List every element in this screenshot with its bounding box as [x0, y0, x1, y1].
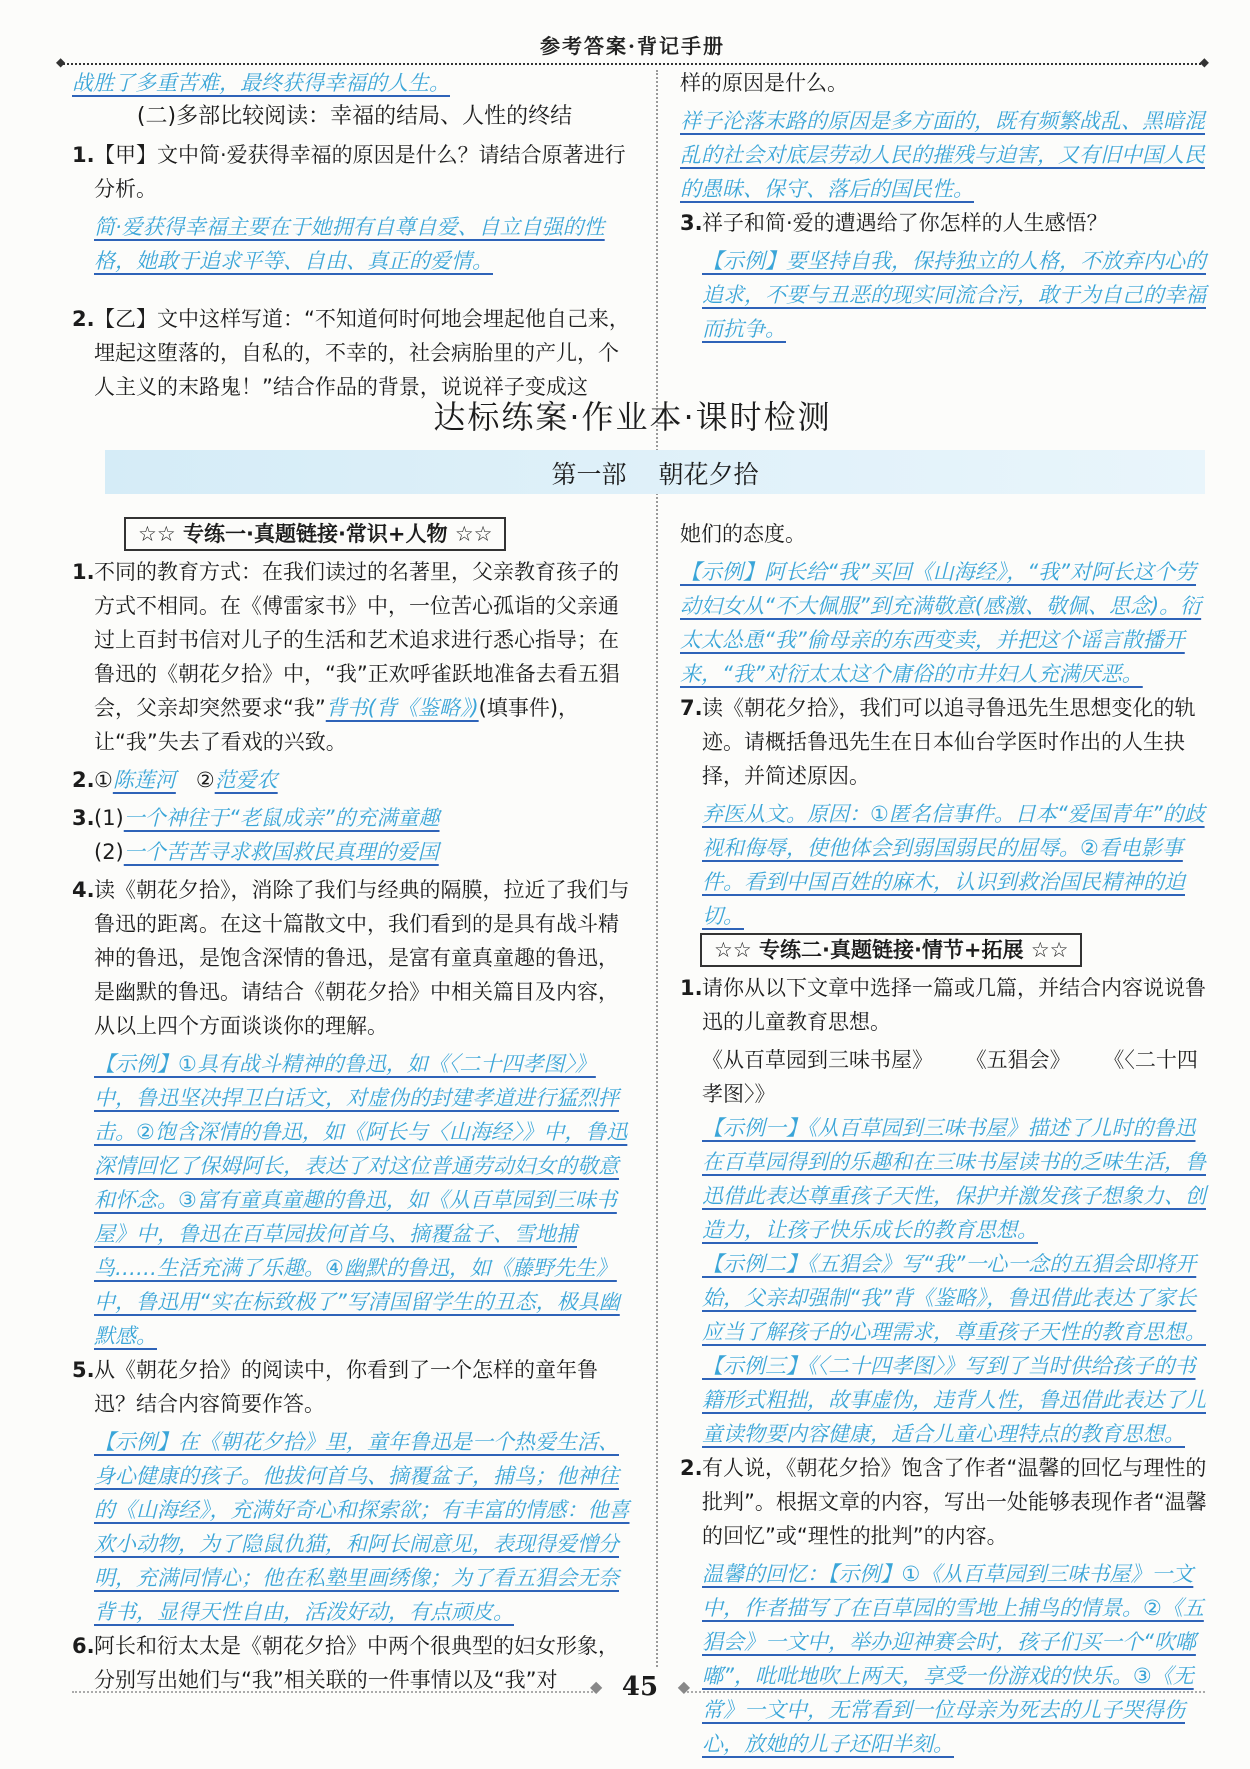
question-number: 3. — [680, 211, 703, 235]
question-text: 从《朝花夕拾》的阅读中，你看到了一个怎样的童年鲁迅？结合内容简要作答。 — [94, 1358, 598, 1416]
question-number: 1. — [72, 143, 95, 167]
section-title: (二)多部比较阅读：幸福的结局、人性的终结 — [136, 104, 573, 129]
blank-b-marker: (2) — [94, 840, 124, 864]
blank-b-answer: 范爱农 — [214, 768, 278, 792]
blank-a-answer: 陈莲河 — [112, 768, 176, 792]
question-text: 祥子和简·爱的遭遇给了你怎样的人生感悟？ — [702, 211, 1108, 235]
body-left-column — [72, 517, 637, 1701]
book-title: 《五猖会》 — [965, 1048, 1071, 1072]
question-6-continued: 她们的态度。 — [680, 522, 806, 546]
question-text-2: (填事件)，让“我”失去了看戏的兴致。 — [94, 696, 580, 754]
answer-2: 祥子沦落末路的原因是多方面的，既有频繁战乱、黑暗混乱的社会对底层劳动人民的摧残与迫害，又有旧中国人民的愚昧、保守、落后的国民性。 — [680, 109, 1205, 201]
book-label: 朝花夕拾 — [658, 460, 759, 489]
blank-b-answer: 一个苦苦寻求救国救民真理的爱国 — [123, 840, 439, 864]
body-right-column — [680, 517, 1208, 1761]
question-3 — [680, 206, 1208, 240]
question-number: 2. — [680, 1456, 703, 1480]
question-text: 请你从以下文章中选择一篇或几篇，并结合内容说说鲁迅的儿童教育思想。 — [702, 976, 1206, 1034]
question-2 — [72, 302, 637, 404]
header-rule — [60, 63, 1205, 65]
answer-1: 简·爱获得幸福主要在于她拥有自尊自爱、自立自强的性格，她敢于追求平等、自由、真正的爱情。 — [94, 215, 605, 273]
question-2-continued: 样的原因是什么。 — [680, 71, 848, 95]
answer-3: 【示例】要坚持自我，保持独立的人格，不放弃内心的追求，不要与丑恶的现实同流合污，敢于为自己的幸福而抗争。 — [702, 249, 1206, 341]
question-number: 1. — [680, 976, 703, 1000]
blank-a-answer: 一个神往于“老鼠成亲”的充满童趣 — [123, 806, 440, 830]
question-number: 1. — [72, 560, 95, 584]
question-5 — [72, 1353, 637, 1421]
page-header — [60, 18, 1205, 66]
question-number: 3. — [72, 806, 95, 830]
question-number: 5. — [72, 1358, 95, 1382]
blank-a-marker: ① — [94, 768, 113, 792]
answer-7: 弃医从文。原因：①匿名信事件。日本“爱国青年”的歧视和侮辱，使他体会到弱国弱民的屈辱。②看电影事件。看到中国百姓的麻木，认识到救治国民精神的迫切。 — [702, 802, 1205, 928]
answer-1-example-3: 【示例三】《〈二十四孝图〉》写到了当时供给孩子的书籍形式粗拙，故事虚伪，违背人性，鲁迅借此表达了儿童读物要内容健康，适合儿童心理特点的教育思想。 — [702, 1354, 1206, 1446]
question-1 — [680, 971, 1208, 1039]
question-number: 2. — [72, 768, 95, 792]
question-1 — [72, 138, 637, 206]
page-number: ◆ 45 ◆ — [598, 1667, 682, 1707]
answer-6: 【示例】阿长给“我”买回《山海经》，“我”对阿长这个劳动妇女从“不大佩服”到充满敬意(感激、敬佩、思念)。衍太太怂恿“我”偷母亲的东西变卖，并把这个谣言散播开来，“我”对衍太太这个庸俗的市井妇人充满厌恶。 — [680, 560, 1202, 686]
practice-box-1: ☆☆ 专练一·真题链接·常识+人物 ☆☆ — [124, 517, 506, 551]
previous-answer-tail: 战胜了多重苦难，最终获得幸福的人生。 — [72, 71, 450, 95]
header-title: 参考答案·背记手册 — [540, 34, 725, 58]
answer-1-example-2: 【示例二】《五猖会》写“我”一心一念的五猖会即将开始，父亲却强制“我”背《鉴略》，鲁迅借此表达了家长应当了解孩子的心理需求，尊重孩子天性的教育思想。 — [702, 1252, 1206, 1344]
question-text: 不同的教育方式：在我们读过的名著里，父亲教育孩子的方式不相同。在《傅雷家书》中，一位苦心孤诣的父亲通过上百封书信对儿子的生活和艺术追求进行悉心指导；在鲁迅的《朝花夕拾》中，“我”正欢呼雀跃地准备去看五猖会，父亲却突然要求“我” — [94, 560, 620, 720]
book-title: 《〈二十四孝图〉》 — [702, 1048, 1198, 1106]
question-text: 【甲】文中简·爱获得幸福的原因是什么？请结合原著进行分析。 — [94, 143, 626, 201]
question-text: 有人说，《朝花夕拾》饱含了作者“温馨的回忆与理性的批判”。根据文章的内容，写出一处能够表现作者“温馨的回忆”或“理性的批判”的内容。 — [702, 1456, 1207, 1548]
part-band — [105, 450, 1205, 494]
book-list — [680, 1043, 1208, 1111]
book-title: 《从百草园到三味书屋》 — [702, 1048, 933, 1072]
question-number: 4. — [72, 878, 95, 902]
answer-4: 【示例】①具有战斗精神的鲁迅，如《〈二十四孝图〉》中，鲁迅坚决捍卫白话文，对虚伪的封建孝道进行猛烈抨击。②饱含深情的鲁迅，如《阿长与〈山海经〉》中，鲁迅深情回忆了保姆阿长，表达了对这位普通劳动妇女的敬意和怀念。③富有童真童趣的鲁迅，如《从百草园到三味书屋》中，鲁迅在百草园拔何首乌、摘覆盆子、雪地捕鸟……生活充满了乐趣。④幽默的鲁迅，如《藤野先生》中，鲁迅用“实在标致极了”写清国留学生的丑态，极具幽默感。 — [94, 1052, 628, 1348]
question-number: 6. — [72, 1634, 95, 1658]
question-3 — [72, 801, 637, 869]
fill-blank-answer: 背书(背《鉴略》) — [325, 696, 479, 720]
question-number: 2. — [72, 307, 95, 331]
question-number: 7. — [680, 696, 703, 720]
answer-2: 温馨的回忆：【示例】①《从百草园到三味书屋》一文中，作者描写了在百草园的雪地上捕鸟的情景。②《五猖会》一文中，举办迎神赛会时，孩子们买一个“吹嘟嘟”，吡吡地吹上两天，享受一份游戏的快乐。③《无常》一文中，无常看到一位母亲为死去的儿子哭得伤心，放她的儿子还阳半刻。 — [702, 1562, 1204, 1756]
question-1 — [72, 555, 637, 759]
blank-b-marker: ② — [195, 768, 215, 792]
part-label: 第一部 — [551, 460, 627, 489]
main-title: 达标练案·作业本·课时检测 — [433, 398, 832, 436]
question-text: 【乙】文中这样写道：“不知道何时何地会埋起他自己来，埋起这堕落的，自私的，不幸的，社会病胎里的产儿，个人主义的末路鬼！”结合作品的背景，说说祥子变成这 — [94, 307, 630, 399]
answer-5: 【示例】在《朝花夕拾》里，童年鲁迅是一个热爱生活、身心健康的孩子。他拔何首乌、摘覆盆子，捕鸟；他神往的《山海经》，充满好奇心和探索欲；有丰富的情感：他喜欢小动物，为了隐鼠仇猫，和阿长闹意见，表现得爱憎分明，充满同情心；他在私塾里画绣像；为了看五猖会无奈背书，显得天性自由，活泼好动，有点顽皮。 — [94, 1430, 630, 1624]
practice-box-2: ☆☆ 专练二·真题链接·情节+拓展 ☆☆ — [700, 933, 1082, 967]
question-4 — [72, 873, 637, 1043]
question-7 — [680, 691, 1208, 793]
column-divider — [656, 70, 658, 1675]
part-title — [105, 455, 1205, 491]
blank-a-marker: (1) — [94, 806, 124, 830]
question-text: 阿长和衍太太是《朝花夕拾》中两个很典型的妇女形象，分别写出她们与“我”相关联的一件事情以及“我”对 — [94, 1634, 619, 1692]
top-right-column — [680, 66, 1208, 346]
top-left-column — [72, 66, 637, 408]
question-text: 读《朝花夕拾》，我们可以追寻鲁迅先生思想变化的轨迹。请概括鲁迅先生在日本仙台学医时作出的人生抉择，并简述原因。 — [702, 696, 1196, 788]
question-6 — [72, 1629, 637, 1697]
question-2 — [680, 1451, 1208, 1553]
question-text: 读《朝花夕拾》，消除了我们与经典的隔膜，拉近了我们与鲁迅的距离。在这十篇散文中，我们看到的是具有战斗精神的鲁迅，是饱含深情的鲁迅，是富有童真童趣的鲁迅，是幽默的鲁迅。请结合《朝花夕拾》中相关篇目及内容，从以上四个方面谈谈你的理解。 — [94, 878, 630, 1038]
question-2 — [72, 763, 637, 797]
answer-1-example-1: 【示例一】《从百草园到三味书屋》描述了儿时的鲁迅在百草园得到的乐趣和在三味书屋读书的乏味生活，鲁迅借此表达尊重孩子天性，保护并激发孩子想象力、创造力，让孩子快乐成长的教育思想。 — [702, 1116, 1206, 1242]
